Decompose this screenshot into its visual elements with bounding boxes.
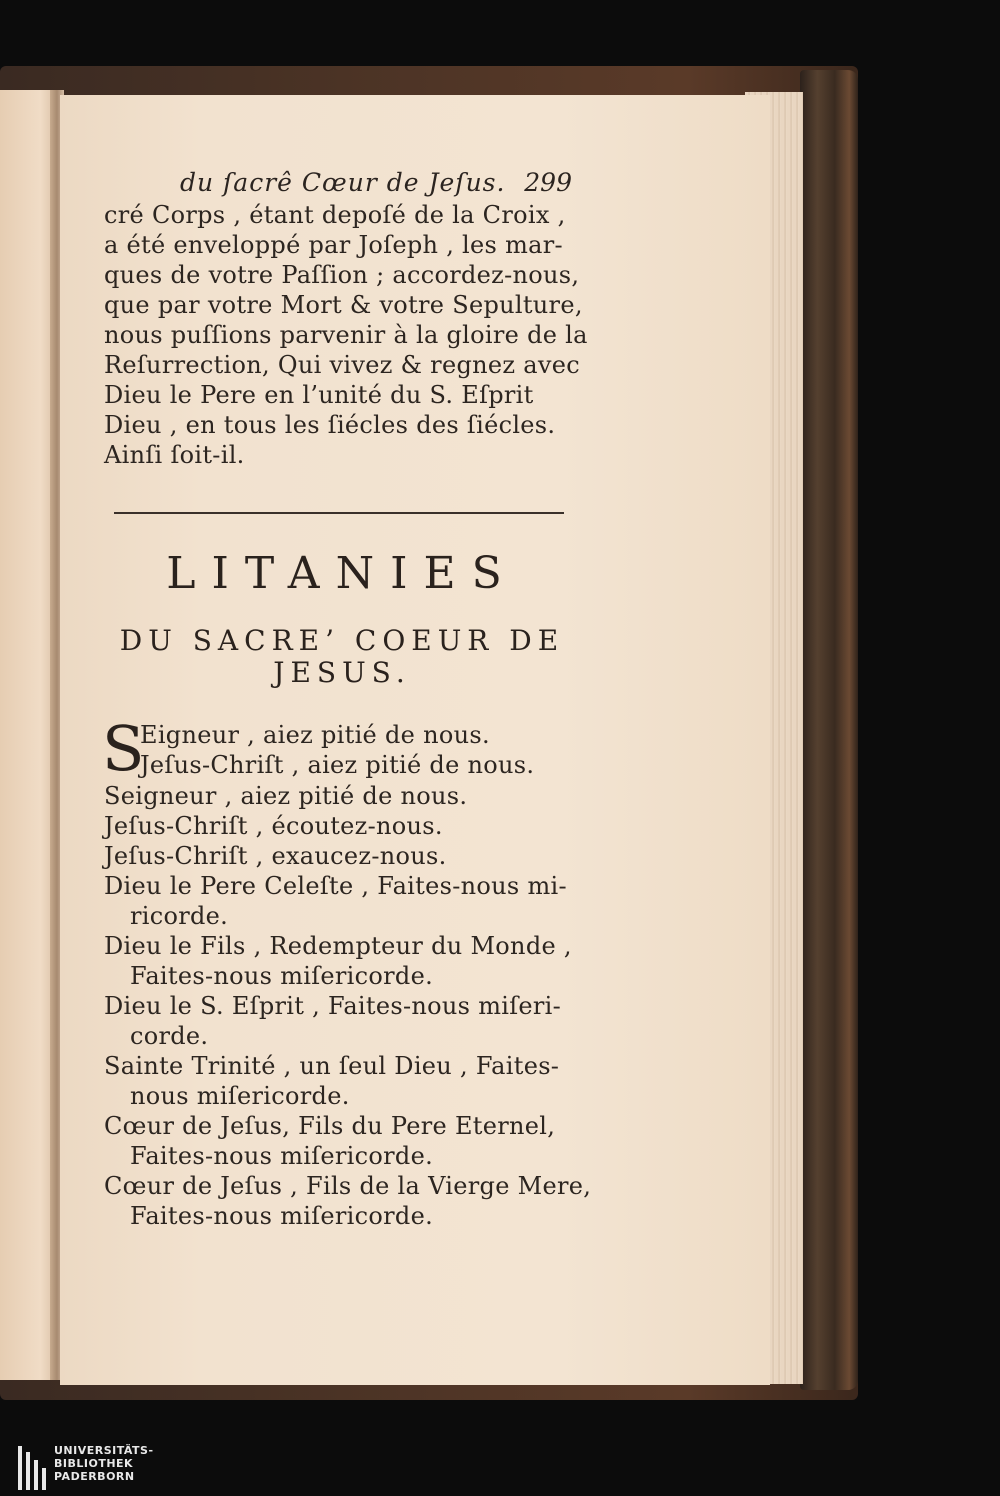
logo-line: BIBLIOTHEK (54, 1457, 134, 1470)
litany-line: Dieu le S. Eſprit , Faites-nous miſeri- (104, 992, 562, 1020)
running-head-title: du ſacrê Cœur de Jeſus. (180, 168, 506, 197)
prayer-line: cré Corps , étant depoſé de la Croix , (104, 201, 566, 229)
litany-line: Dieu le Pere Celeſte , Faites-nous mi- (104, 872, 567, 900)
logo-line: UNIVERSITÄTS- (54, 1444, 154, 1457)
library-logo-text (54, 1444, 154, 1483)
prayer-line: nous puſſions parvenir à la gloire de la (104, 321, 588, 349)
litany-line: Cœur de Jeſus, Fils du Pere Eternel, (104, 1112, 556, 1140)
litany-line: ricorde. (130, 902, 229, 930)
section-subheading-continued: JESUS. (273, 656, 411, 689)
logo-line: PADERBORN (54, 1470, 135, 1483)
section-heading: LITANIES (166, 548, 518, 599)
litany-line: Jeſus-Chriſt , écoutez-nous. (104, 812, 443, 840)
book-spine-edge (800, 70, 858, 1390)
prayer-line: a été enveloppé par Joſeph , les mar- (104, 231, 563, 259)
litany-line: Eigneur , aiez pitié de nous. (140, 721, 490, 749)
prayer-line: ques de votre Paſſion ; accordez-nous, (104, 261, 580, 289)
page-number: 299 (524, 168, 572, 197)
litany-line: Seigneur , aiez pitié de nous. (104, 782, 468, 810)
section-rule (114, 512, 564, 514)
litany-line: Jeſus-Chriſt , aiez pitié de nous. (140, 751, 535, 779)
prayer-line: que par votre Mort & votre Sepulture, (104, 291, 583, 319)
running-head (180, 168, 580, 197)
litany-line: Cœur de Jeſus , Fils de la Vierge Mere, (104, 1172, 592, 1200)
prayer-line: Dieu , en tous les ſiécles des ſiécles. (104, 411, 556, 439)
litany-line: Sainte Trinité , un ſeul Dieu , Faites- (104, 1052, 560, 1080)
library-logo-icon (18, 1446, 48, 1490)
litany-line: Faites-nous miſericorde. (130, 962, 434, 990)
prayer-line: Ainſi ſoit-il. (104, 441, 245, 469)
litany-line: nous miſericorde. (130, 1082, 350, 1110)
litany-line: corde. (130, 1022, 209, 1050)
prayer-line: Dieu le Pere en l’unité du S. Eſprit (104, 381, 534, 409)
litany-line: Dieu le Fils , Redempteur du Monde , (104, 932, 572, 960)
litany-line: Jeſus-Chriſt , exaucez-nous. (104, 842, 447, 870)
section-subheading: DU SACRE’ COEUR DE (119, 624, 565, 657)
drop-cap: S (102, 712, 145, 785)
litany-line: Faites-nous miſericorde. (130, 1142, 434, 1170)
prayer-line: Reſurrection, Qui vivez & regnez avec (104, 351, 580, 379)
litany-line: Faites-nous miſericorde. (130, 1202, 434, 1230)
